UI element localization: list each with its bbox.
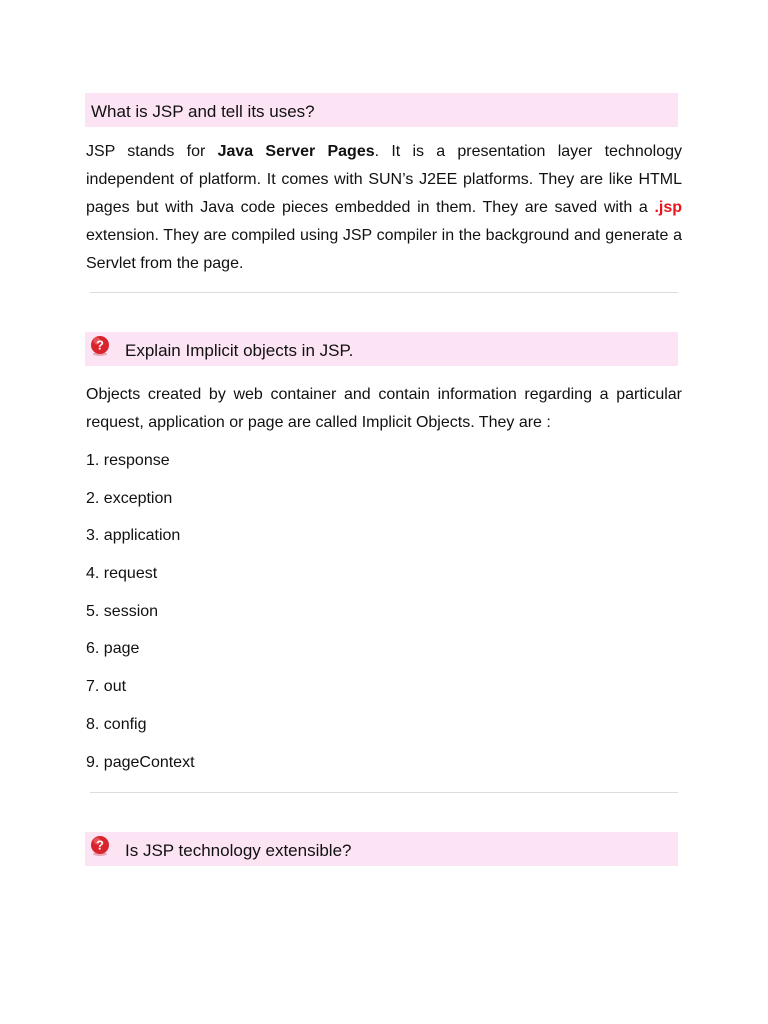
question-title-3: Is JSP technology extensible? <box>125 841 352 860</box>
answer-paragraph-1 <box>86 138 682 278</box>
question-title-1: What is JSP and tell its uses? <box>91 102 315 121</box>
list-item: 5. session <box>86 602 159 620</box>
svg-text:?: ? <box>96 337 104 353</box>
question-heading-3 <box>85 832 678 866</box>
question-heading-1 <box>85 93 678 127</box>
jsp-extension-highlight: .jsp <box>654 199 682 216</box>
svg-text:?: ? <box>96 837 104 853</box>
list-item: 6. page <box>86 640 140 658</box>
answer-text: extension. They are compiled using JSP compiler in the background and generate a Servlet from the page. <box>86 227 682 272</box>
answer-text: JSP stands for <box>86 143 218 160</box>
list-item: 9. pageContext <box>86 753 195 771</box>
answer-text: . It is a presentation layer technology independent of platform. It comes with SUN’s J2EE platforms. They are like HTML pages but with Java code pieces embedded in them. They are saved with a <box>86 143 683 216</box>
section-divider <box>90 292 678 293</box>
bold-term: Java Server Pages <box>217 143 375 160</box>
list-item: 4. request <box>86 565 158 583</box>
question-heading-2 <box>85 332 678 366</box>
implicit-objects-list <box>86 448 195 787</box>
answer-paragraph-2: Objects created by web container and contain information regarding a particular request, application or page are called Implicit Objects. They are : <box>86 386 682 431</box>
section-divider <box>90 792 678 793</box>
list-item: 8. config <box>86 715 147 733</box>
list-item: 3. application <box>86 527 181 545</box>
question-badge-icon <box>89 335 111 357</box>
list-item: 1. response <box>86 452 170 469</box>
question-badge-icon <box>89 835 111 857</box>
question-title-2: Explain Implicit objects in JSP. <box>125 341 354 360</box>
list-item: 2. exception <box>86 489 173 507</box>
list-item: 7. out <box>86 678 127 696</box>
